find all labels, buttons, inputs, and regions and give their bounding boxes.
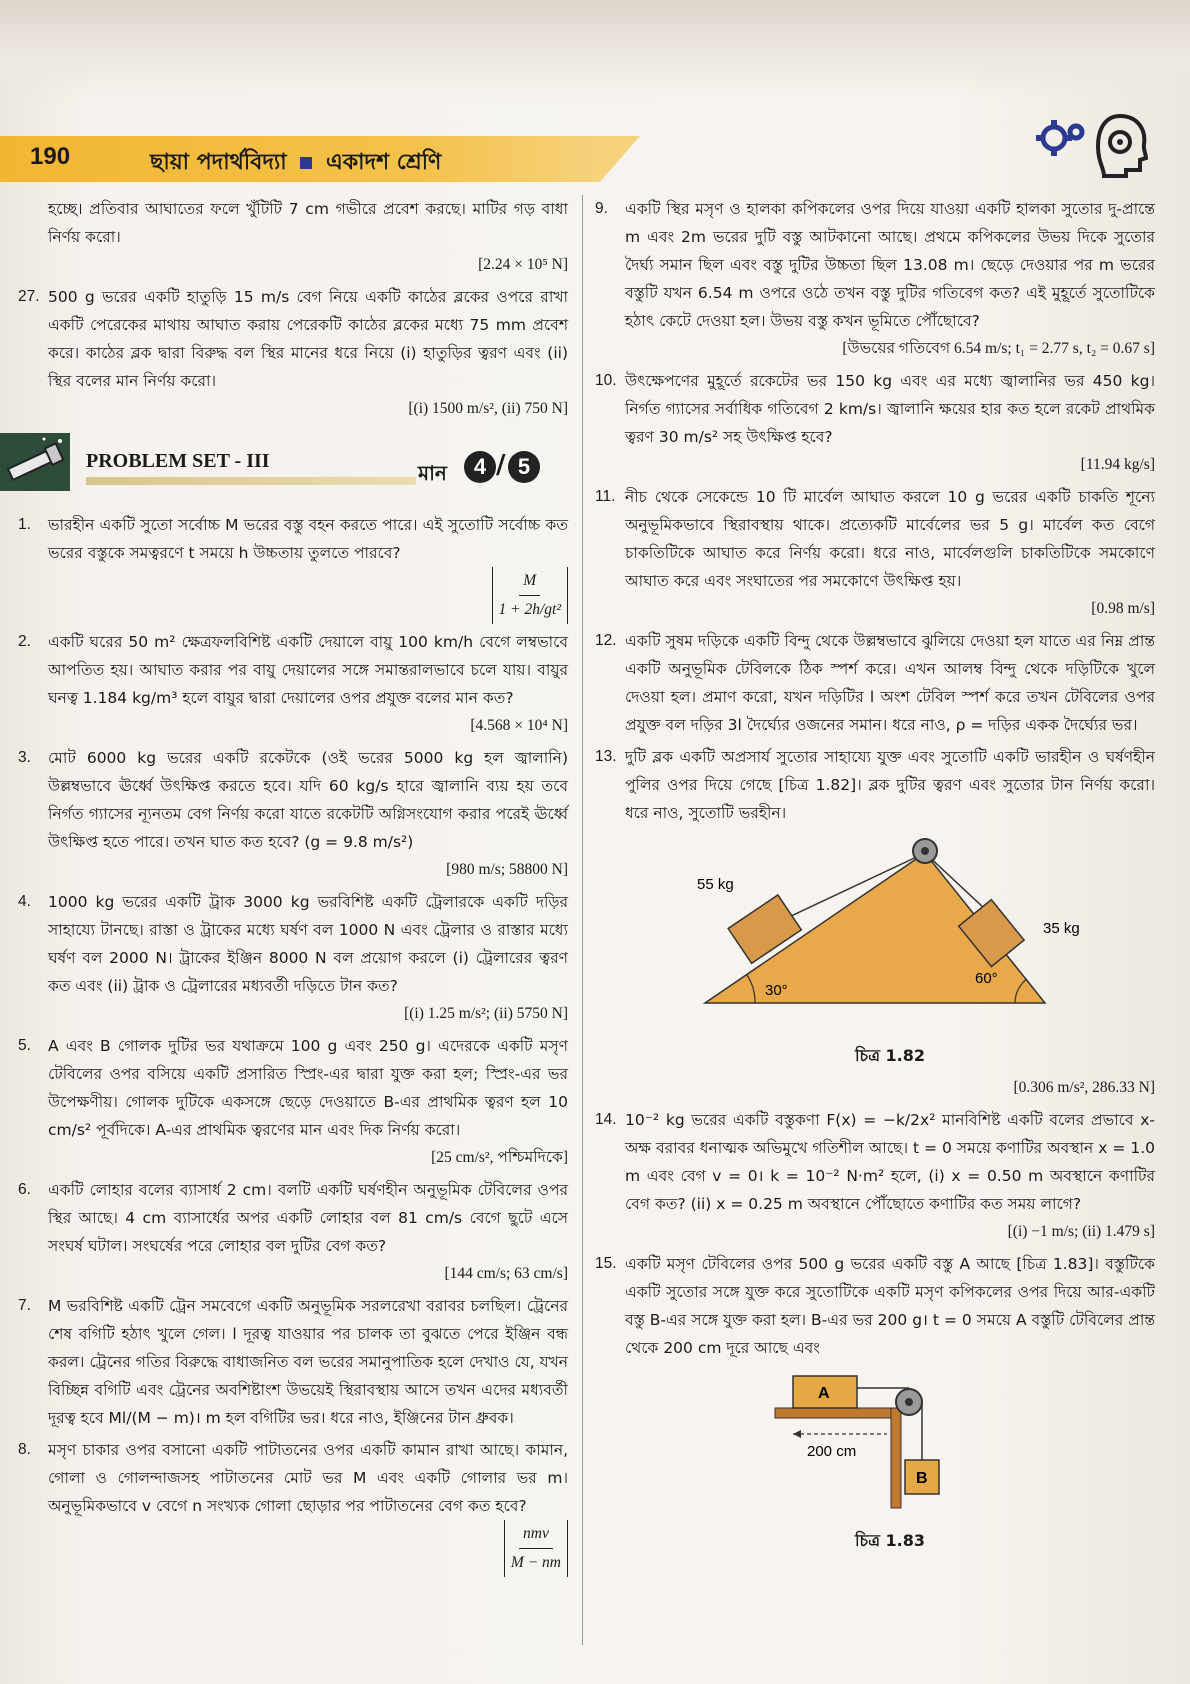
score-badge-obtained: 4 <box>464 451 496 483</box>
question-6 <box>18 1176 568 1288</box>
answer-fraction <box>504 1520 568 1577</box>
label-right-angle: 60° <box>975 970 998 987</box>
question-number: 10. <box>595 372 617 389</box>
question-text: A এবং B গোলক দুটির ভর যথাক্রমে 100 g এবং 250 g। এদেরকে একটি মসৃণ টেবিলের ওপর বসিয়ে একটি প্রসারিত স্প্রিং-এর দ্বারা যুক্ত করা হল; স্প্রিং-এর ভর উপেক্ষণীয়। গোলক দুটিকে একসঙ্গে ছেড়ে দেওয়াতে B-এর প্রাথমিক ত্বরণ হল 10 cm/s² পূর্বদিকে। A-এর প্রাথমিক ত্বরণের মান এবং দিক নির্ণয় করো। <box>48 1037 568 1139</box>
answer: [11.94 kg/s] <box>1080 456 1155 473</box>
square-bullet-icon <box>300 157 312 169</box>
answer <box>48 1520 568 1577</box>
answer: [980 m/s; 58800 N] <box>446 861 568 878</box>
pulley-axle <box>905 1398 913 1406</box>
table-pulley-diagram <box>625 1368 1145 1518</box>
question-number: 15. <box>595 1255 617 1272</box>
figure-1-83 <box>625 1368 1155 1555</box>
question-12 <box>595 627 1155 739</box>
book-title: ছায়া পদার্থবিদ্যা <box>150 150 287 175</box>
question-continuation <box>18 195 568 279</box>
score-slash: / <box>496 450 506 480</box>
question-text: মোট 6000 kg ভরের একটি রকেটকে (ওই ভরের 5000 kg হল জ্বালানি) উল্লম্বভাবে ঊর্ধ্বে উৎক্ষিপ্ত করতে হবে। যদি 60 kg/s হারে জ্বালানি ব্যয় হয় তবে নির্গত গ্যাসের ন্যূনতম বেগ নির্ণয় করো যাতে রকেটটি অগ্নিসংযোগ করার পরেই ঊর্ধ্বে উৎক্ষিপ্ত হতে পারে। তখন ঘাত কত হবে? (g = 9.8 m/s²) <box>48 749 568 851</box>
question-text: একটি সুষম দড়িকে একটি বিন্দু থেকে উল্লম্বভাবে ঝুলিয়ে দেওয়া হল যাতে এর নিম্ন প্রান্ত একটি অনুভূমিক টেবিলকে ঠিক স্পর্শ করে। এখন আলম্ব বিন্দু থেকে দড়িটিকে খুলে দেওয়া হল। প্রমাণ করো, যখন দড়িটির l অংশ টেবিল স্পর্শ করে তখন টেবিলের ওপর প্রযুক্ত বল দড়ির 3l দৈর্ঘ্যের ওজনের সমান। ধরে নাও, ρ = দড়ির একক দৈর্ঘ্যের ভর। <box>625 632 1155 734</box>
answer-fraction <box>492 567 568 624</box>
right-column <box>595 195 1155 1559</box>
answer: [2.24 × 10⁵ N] <box>478 256 568 273</box>
question-text: একটি স্থির মসৃণ ও হালকা কপিকলের ওপর দিয়ে যাওয়া একটি হালকা সুতোর দু-প্রান্তে m এবং 2m ভরের দুটি বস্তু আটকানো আছে। প্রথমে কপিকলের উভয় দিকে সুতোর দৈর্ঘ্য সমান ছিল এবং বস্তু দুটির উচ্চতা ছিল 13.08 m। ছেড়ে দেওয়ার পর m ভরের বস্তুটি যখন 6.54 m ওপরে ওঠে তখন বস্তু দুটির গতিবেগ কত? এই মুহূর্তে সুতোটিকে হঠাৎ কেটে দেওয়া হল। উভয় বস্তু কখন ভূমিতে পৌঁছোবে? <box>625 200 1155 330</box>
question-1 <box>18 511 568 624</box>
question-9 <box>595 195 1155 363</box>
question-number: 2. <box>18 633 31 650</box>
question-text: নীচ থেকে সেকেন্ডে 10 টি মার্বেল আঘাত করলে 10 g ভরের একটি চাকতি শূন্যে অনুভূমিকভাবে স্থিরাবস্থায় থাকে। প্রত্যেকটি মার্বেলের ভর 5 g। মার্বেল কত বেগে চাকতিটিকে আঘাত করে নির্ণয় করো। ধরে নাও, মার্বেলগুলি চাকতিটিকে সমকোণে আঘাত করে এবং সংঘাতের পর সমকোণে উৎক্ষিপ্ত হয়। <box>625 488 1155 590</box>
label-block-b: B <box>916 1470 928 1487</box>
question-text: 1000 kg ভরের একটি ট্রাক 3000 kg ভরবিশিষ্ট একটি ট্রেলারকে একটি দড়ির সাহায্যে টানছে। রাস্তা ও ট্রাকের মধ্যে ঘর্ষণ বল 1000 N এবং ট্রেলার ও রাস্তার মধ্যে ঘর্ষণ বল 2000 N। ট্রাকের ইঞ্জিন 8000 N বল প্রয়োগ করলে (i) ট্রেলারের ত্বরণ কত এবং (ii) ট্রাক ও ট্রেলারের মধ্যবর্তী দড়িতে টান কত? <box>48 893 568 995</box>
question-number: 13. <box>595 748 617 765</box>
head-icon <box>1090 110 1150 180</box>
answer: [0.306 m/s², 286.33 N] <box>1013 1079 1155 1096</box>
question-11 <box>595 483 1155 623</box>
fraction-numerator: nmv <box>519 1520 553 1549</box>
question-number: 6. <box>18 1181 31 1198</box>
question-text: একটি লোহার বলের ব্যাসার্ধ 2 cm। বলটি একটি ঘর্ষণহীন অনুভূমিক টেবিলের ওপর স্থির আছে। 4 cm ব্যাসার্ধের অপর একটি লোহার বল 81 cm/s বেগে ছুটে এসে সংঘর্ষ ঘটাল। সংঘর্ষের পরে লোহার বল দুটির বেগ কত? <box>48 1181 568 1255</box>
question-number: 27. <box>18 288 40 305</box>
gear-icon <box>1032 110 1092 170</box>
label-left-angle: 30° <box>765 982 788 999</box>
question-number: 11. <box>595 488 616 505</box>
question-4 <box>18 888 568 1028</box>
label-block-a: A <box>818 1385 830 1402</box>
left-column <box>18 195 568 1581</box>
question-number: 8. <box>18 1441 31 1458</box>
page-number: 190 <box>30 143 71 170</box>
question-8 <box>18 1436 568 1577</box>
question-text: 500 g ভরের একটি হাতুড়ি 15 m/s বেগ নিয়ে একটি কাঠের ব্লকের ওপরে রাখা একটি পেরেকের মাথায় আঘাত করায় পেরেকটি কাঠের ব্লকের মধ্যে 75 mm প্রবেশ করে। কাঠের ব্লক দ্বারা বিরুদ্ধ বল স্থির মানের ধরে নিয়ে (i) হাতুড়ির ত্বরণ এবং (ii) স্থির বলের মান নির্ণয় করো। <box>48 288 568 390</box>
question-number: 1. <box>18 516 31 533</box>
answer: [(i) 1.25 m/s²; (ii) 5750 N] <box>404 1005 568 1022</box>
answer: [0.98 m/s] <box>1091 600 1155 617</box>
answer: [4.568 × 10⁴ N] <box>470 717 568 734</box>
question-text: উৎক্ষেপণের মুহূর্তে রকেটের ভর 150 kg এবং এর মধ্যে জ্বালানির ভর 450 kg। নির্গত গ্যাসের সর্বাধিক গতিবেগ 2 km/s। জ্বালানি ক্ষয়ের হার কত হলে রকেট প্রাথমিক ত্বরণ 30 m/s² সহ উৎক্ষিপ্ত হবে? <box>625 372 1155 446</box>
class-label: একাদশ শ্রেণি <box>326 150 442 175</box>
question-13 <box>595 743 1155 1102</box>
question-number: 7. <box>18 1297 31 1314</box>
problem-set-underline <box>86 477 416 485</box>
question-number: 12. <box>595 632 617 649</box>
question-text: মসৃণ চাকার ওপর বসানো একটি পাটাতনের ওপর একটি কামান রাখা আছে। কামান, গোলা ও গোলন্দাজসহ পাটাতনের মোট ভর M এবং একটি গোলার ভর m। অনুভূমিকভাবে v বেগে n সংখ্যক গোলা ছোড়ার পর পাটাতনের বেগ কত হবে? <box>48 1441 568 1515</box>
question-number: 3. <box>18 749 31 766</box>
answer: [144 cm/s; 63 cm/s] <box>444 1265 568 1282</box>
table-leg <box>891 1408 901 1508</box>
page-top-margin <box>0 0 1190 100</box>
figure-caption: চিত্র 1.82 <box>854 1046 925 1065</box>
arrow-head-icon <box>793 1430 801 1438</box>
problem-set-title: PROBLEM SET - III <box>86 450 270 472</box>
question-5 <box>18 1032 568 1172</box>
question-7 <box>18 1292 568 1432</box>
answer: [(i) −1 m/s; (ii) 1.479 s] <box>1007 1223 1155 1240</box>
answer: [25 cm/s², পশ্চিমদিকে] <box>431 1149 568 1166</box>
figure-caption: চিত্র 1.83 <box>854 1531 925 1550</box>
fraction-denominator: M − nm <box>510 1554 561 1571</box>
fraction-denominator: 1 + 2h/gt² <box>498 601 561 618</box>
fraction-numerator: M <box>519 567 540 596</box>
question-text: একটি মসৃণ টেবিলের ওপর 500 g ভরের একটি বস্তু A আছে [চিত্র 1.83]। বস্তুটিকে একটি সুতোর সঙ্গে যুক্ত করে সুতোটিকে একটি মসৃণ কপিকলের ওপর দিয়ে আর-একটি বস্তু B-এর সঙ্গে যুক্ত করা হল। B-এর ভর 200 g। t = 0 সময়ে A বস্তুটি টেবিলের প্রান্ত থেকে 200 cm দূরে আছে এবং <box>625 1255 1155 1357</box>
question-text: ভারহীন একটি সুতো সর্বোচ্চ M ভরের বস্তু বহন করতে পারে। এই সুতোটি সর্বোচ্চ কত ভরের বস্তুকে সমত্বরণে t সময়ে h উচ্চতায় তুলতে পারবে? <box>48 516 568 562</box>
question-number: 9. <box>595 200 608 217</box>
question-2 <box>18 628 568 740</box>
question-number: 14. <box>595 1111 617 1128</box>
score-label: মান <box>418 461 447 485</box>
running-title <box>150 145 441 182</box>
column-divider <box>582 195 583 1645</box>
answer: [উভয়ের গতিবেগ 6.54 m/s; t₁ = 2.77 s, t₂ = 0.67 s] <box>842 340 1155 357</box>
incline-diagram <box>625 833 1145 1033</box>
table-top <box>775 1408 901 1418</box>
question-27 <box>18 283 568 423</box>
question-text: হচ্ছে। প্রতিবার আঘাতের ফলে খুঁটিটি 7 cm গভীরে প্রবেশ করছে। মাটির গড় বাধা নির্ণয় করো। <box>48 200 568 246</box>
label-left-mass: 55 kg <box>697 876 734 893</box>
problem-set-header <box>18 433 568 503</box>
question-text: দুটি ব্লক একটি অপ্রসার্য সুতোর সাহায্যে যুক্ত এবং সুতোটি একটি ভারহীন ও ঘর্ষণহীন পুলির ওপর দিয়ে গেছে [চিত্র 1.82]। ব্লক দুটির ত্বরণ এবং সুতোর টান নির্ণয় করো। ধরে নাও, সুতোটি ভরহীন। <box>625 748 1155 822</box>
question-number: 5. <box>18 1037 31 1054</box>
label-distance: 200 cm <box>807 1443 857 1460</box>
question-10 <box>595 367 1155 479</box>
figure-1-82 <box>625 833 1155 1070</box>
score-badge-total: 5 <box>508 451 540 483</box>
question-14 <box>595 1106 1155 1246</box>
question-3 <box>18 744 568 884</box>
question-text: M ভরবিশিষ্ট একটি ট্রেন সমবেগে একটি অনুভূমিক সরলরেখা বরাবর চলছিল। ট্রেনের শেষ বগিটি হঠাৎ খুলে গেল। l দূরত্ব যাওয়ার পর চালক তা বুঝতে পেরে ইঞ্জিন বন্ধ করল। ট্রেনের গতির বিরুদ্ধে বাধাজনিত বল ভরের সমানুপাতিক হলে দেখাও যে, যখন বিচ্ছিন্ন বগিটি এবং ট্রেনের অবশিষ্টাংশ উভয়েই স্থিরাবস্থায় আসে তখন এদের মধ্যবর্তী দূরত্ব হবে Ml/(M − m)। m হল বগিটির ভর। ধরে নাও, ইঞ্জিনের টান ধ্রুবক। <box>48 1297 568 1427</box>
telescope-icon <box>0 433 70 491</box>
label-right-mass: 35 kg <box>1043 920 1080 937</box>
question-text: 10⁻² kg ভরের একটি বস্তুকণা F(x) = −k/2x² মানবিশিষ্ট একটি বলের প্রভাবে x-অক্ষ বরাবর ধনাত্মক অভিমুখে গতিশীল আছে। t = 0 সময়ে কণাটির অবস্থান x = 1.0 m এবং বেগ v = 0। k = 10⁻² N·m² হলে, (i) x = 0.50 m অবস্থানে কণাটির বেগ কত? (ii) x = 0.25 m অবস্থানে পৌঁছোতে কণাটির কত সময় লাগে? <box>625 1111 1155 1213</box>
question-text: একটি ঘরের 50 m² ক্ষেত্রফলবিশিষ্ট একটি দেয়ালে বায়ু 100 km/h বেগে লম্বভাবে আপতিত হয়। আঘাত করার পর বায়ু দেয়ালের সঙ্গে সমান্তরালভাবে চলে যায়। বায়ুর ঘনত্ব 1.184 kg/m³ হলে বায়ুর দ্বারা দেয়ালের ওপর প্রযুক্ত বলের মান কত? <box>48 633 568 707</box>
question-number: 4. <box>18 893 31 910</box>
question-15 <box>595 1250 1155 1555</box>
pulley-axle <box>921 847 929 855</box>
answer <box>48 567 568 624</box>
answer: [(i) 1500 m/s², (ii) 750 N] <box>408 400 568 417</box>
